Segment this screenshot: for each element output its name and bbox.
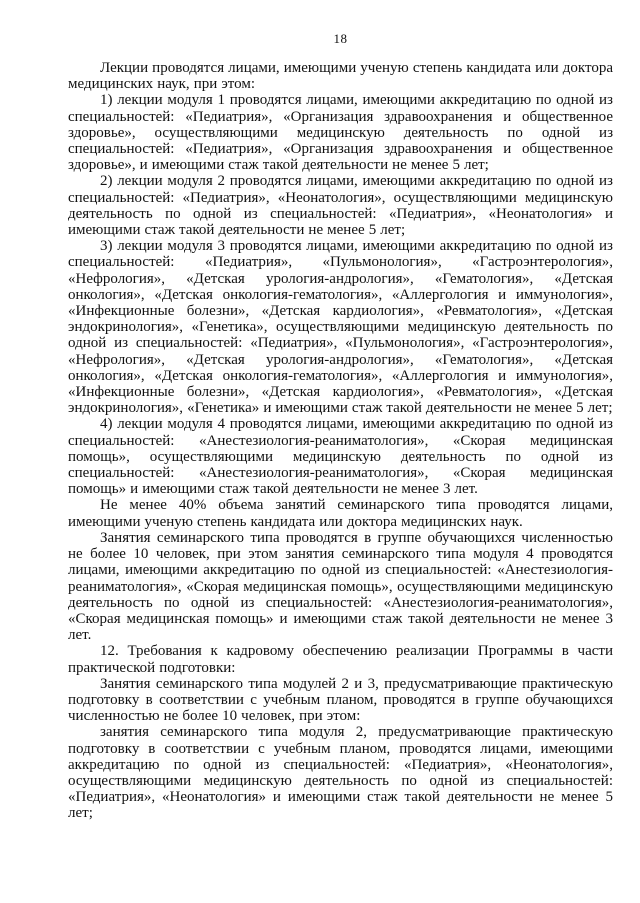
page-number: 18 xyxy=(333,31,348,46)
paragraph-practical-seminars: Занятия семинарского типа модулей 2 и 3, предусматривающие практическую подготовку в соответствии с учебным планом, проводятся в группе обучающихся численностью не более 10 человек, при этом: xyxy=(68,675,613,725)
paragraph-module-4-lectures: 4) лекции модуля 4 проводятся лицами, имеющими аккредитацию по одной из специальностей: «Анестезиология-реаниматология», «Скорая медицинская помощь», осуществляющими медицинскую деятельность по одной из специальностей: «Анестезиология-реаниматология», «Скорая медицинская помощь» и имеющими стаж такой деятельности не менее 3 лет. xyxy=(68,416,613,498)
paragraph-seminar-share: Не менее 40% объема занятий семинарского типа проводятся лицами, имеющими ученую степень кандидата или доктора медицинских наук. xyxy=(68,497,613,530)
paragraph-module-3-lectures: 3) лекции модуля 3 проводятся лицами, имеющими аккредитацию по одной из специальностей: «Педиатрия», «Пульмонология», «Гастроэнтерология», «Нефрология», «Детская урология-андрология», «Гематология», «Детская онкология», «Детская онкология-гематология», «Аллергология и иммунология», «Инфекционные болезни», «Детская кардиология», «Ревматология», «Детская эндокринология», «Генетика», осуществляющими медицинскую деятельность по одной из специальностей: «Педиатрия», «Пульмонология», «Гастроэнтерология», «Нефрология», «Детская урология-андрология», «Гематология», «Детская онкология», «Детская онкология-гематология», «Аллергология и иммунология», «Инфекционные болезни», «Детская кардиология», «Ревматология», «Детская эндокринология», «Генетика» и имеющими стаж такой деятельности не менее 5 лет; xyxy=(68,238,613,417)
paragraph-module-2-lectures: 2) лекции модуля 2 проводятся лицами, имеющими аккредитацию по одной из специальностей: «Педиатрия», «Неонатология», осуществляющими медицинскую деятельность по одной из специальностей: «Педиатрия», «Неонатология» и имеющими стаж такой деятельности не менее 5 лет; xyxy=(68,173,613,239)
paragraph-module-1-lectures: 1) лекции модуля 1 проводятся лицами, имеющими аккредитацию по одной из специальностей: «Педиатрия», «Организация здравоохранения и общественное здоровье», осуществляющими медицинскую деятельность по одной из специальностей: «Педиатрия», «Организация здравоохранения и общественное здоровье», и имеющими стаж такой деятельности не менее 5 лет; xyxy=(68,92,613,174)
paragraph-module-2-seminars: занятия семинарского типа модуля 2, предусматривающие практическую подготовку в соответствии с учебным планом, проводятся лицами, имеющими аккредитацию по одной из специальностей: «Педиатрия», «Неонатология», осуществляющими медицинскую деятельность по одной из специальностей: «Педиатрия», «Неонатология» и имеющими стаж такой деятельности не менее 5 лет; xyxy=(68,724,613,822)
paragraph-section-12-heading: 12. Требования к кадровому обеспечению реализации Программы в части практической подготовки: xyxy=(68,643,613,676)
paragraph-seminar-groups: Занятия семинарского типа проводятся в группе обучающихся численностью не более 10 человек, при этом занятия семинарского типа модуля 4 проводятся лицами, имеющими аккредитацию по одной из специальностей: «Анестезиология-реаниматология», «Скорая медицинская помощь», осуществляющими медицинскую деятельность по одной из специальностей: «Анестезиология-реаниматология», «Скорая медицинская помощь» и имеющими стаж такой деятельности не менее 3 лет. xyxy=(68,529,613,644)
paragraph-lecturers-intro: Лекции проводятся лицами, имеющими ученую степень кандидата или доктора медицинских наук, при этом: xyxy=(68,60,613,93)
document-body xyxy=(68,60,613,822)
